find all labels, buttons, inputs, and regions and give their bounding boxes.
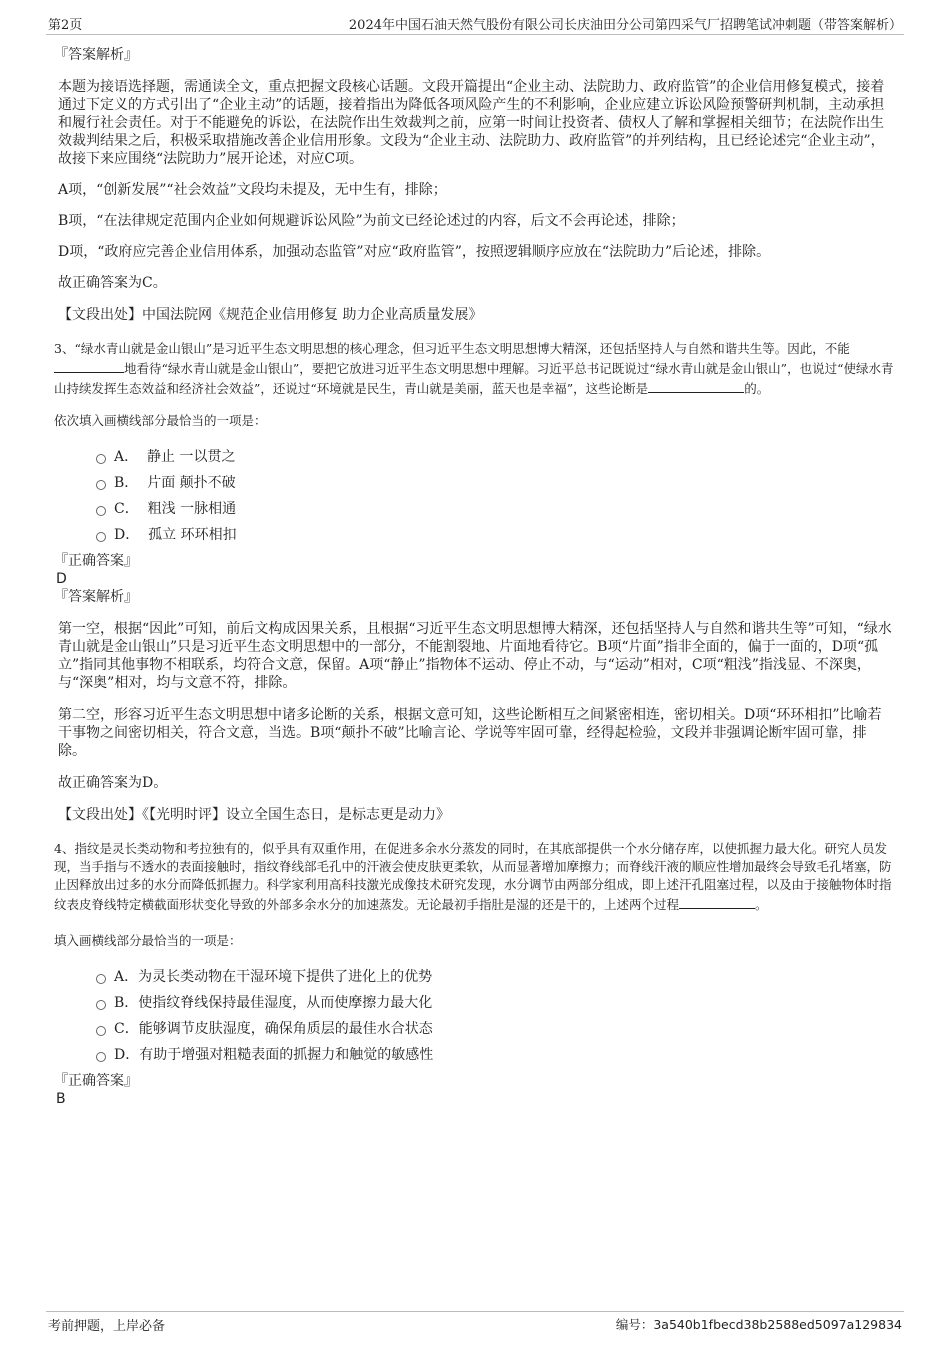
option-letter: A． <box>114 969 139 985</box>
q3-source: 【文段出处】《【光明时评】设立全国生态日，是标志更是动力》 <box>58 807 450 823</box>
q4-option-a[interactable] <box>96 964 894 990</box>
q2-analysis-paragraph: 本题为接语选择题，需通读全文，重点把握文段核心话题。文段开篇提出“企业主动、法院助力、政府监管”的企业信用修复模式，接着通过下定义的方式引出了“企业主动”的话题，接着指出为降低各项风险产生的不利影响，企业应建立诉讼风险预警研判机制，主动承担和履行社会责任。对于不能避免的诉讼，在法院作出生效裁判之前，应第一时间让投资者、债权人了解和掌握相关细节；在法院作出生效裁判结果之后，积极采取措施改善企业信用形象。文段为“企业主动、法院助力、政府监管”的并列结构，且已经论述完“企业主动”，故接下来应围绕“法院助力”展开论述，对应C项。 <box>58 79 885 167</box>
option-text: 能够调节皮肤湿度，确保角质层的最佳水合状态 <box>138 1021 433 1037</box>
q4-option-c[interactable] <box>96 1016 894 1042</box>
q3-option-c[interactable] <box>96 496 894 522</box>
q4-stem-text-1: 4、指纹是灵长类动物和考拉独有的，似乎具有双重作用，在促进多余水分蒸发的同时，在其底部提供一个水分储存库，以使抓握力最大化。研究人员发现，当手指与不透水的表面接触时，指纹脊线部毛孔中的汗液会使皮肤更柔软，从而显著增加摩擦力；而脊线汗液的顺应性增加最终会导致毛孔堵塞，防止因释放出过多的水分而降低抓握力。科学家利用高科技激光成像技术研究发现，水分调节由两部分组成，即上述汗孔阻塞过程，以及由于接触物体时指纹表皮脊线特定横截面形状变化导致的外部多余水分的加速蒸发。无论最初手指肚是湿的还是干的，上述两个过程 <box>54 841 892 912</box>
q2-block <box>54 46 894 324</box>
q4-option-d[interactable] <box>96 1042 894 1068</box>
option-letter: A． <box>114 449 139 465</box>
radio-icon[interactable] <box>96 454 106 464</box>
document-code <box>616 1315 902 1333</box>
option-letter: D． <box>114 527 140 543</box>
option-text: 静止 一以贯之 <box>147 449 236 465</box>
page-footer <box>46 1311 904 1334</box>
q3-answer: D <box>56 571 67 587</box>
radio-icon[interactable] <box>96 974 106 984</box>
q4-answer: B <box>56 1091 66 1107</box>
q4-blank <box>679 894 755 909</box>
q4-answer-label: 『正确答案』 <box>54 1073 138 1089</box>
option-letter: D． <box>114 1047 140 1063</box>
radio-icon[interactable] <box>96 506 106 516</box>
q4-instruction: 填入画横线部分最恰当的一项是： <box>54 933 242 948</box>
q2-analysis-label: 『答案解析』 <box>54 47 138 63</box>
q3-answer-label: 『正确答案』 <box>54 553 138 569</box>
q4-option-b[interactable] <box>96 990 894 1016</box>
option-letter: B． <box>114 475 139 491</box>
radio-icon[interactable] <box>96 1052 106 1062</box>
q2-analysis-option-a: A项，“创新发展”“社会效益”文段均未提及，无中生有，排除； <box>58 182 447 198</box>
q3-option-a[interactable] <box>96 444 894 470</box>
q3-stem-text-3: 的。 <box>744 381 770 396</box>
q3-analysis-label: 『答案解析』 <box>54 589 138 605</box>
q3-analysis-paragraph-1: 第一空，根据“因此”可知，前后文构成因果关系，且根据“习近平生态文明思想博大精深，还包括坚持人与自然和谐共生等”可知，“绿水青山就是金山银山”只是习近平生态文明思想中的一部分，不能割裂地、片面地看待它。B项“片面”指非全面的，偏于一面的，D项“孤立”指同其他事物不相联系，均符合文意，保留。A项“静止”指物体不运动、停止不动，与“运动”相对，C项“粗浅”指浅显、不深奥，与“深奥”相对，均与文意不符，排除。 <box>58 621 892 691</box>
option-text: 为灵长类动物在干湿环境下提供了进化上的优势 <box>138 969 433 985</box>
q4-options <box>96 964 894 1068</box>
q3-stem <box>54 340 894 398</box>
document-code-label: 编号： <box>615 1317 654 1332</box>
page-content <box>54 46 894 1108</box>
option-letter: B． <box>114 995 139 1011</box>
q3-conclusion: 故正确答案为D。 <box>58 775 168 791</box>
q3-block <box>54 340 894 824</box>
q4-stem <box>54 840 894 914</box>
q3-option-b[interactable] <box>96 470 894 496</box>
document-code-value: 3a540b1fbecd38b2588ed5097a129834 <box>653 1317 902 1332</box>
q3-analysis-paragraph-2: 第二空，形容习近平生态文明思想中诸多论断的关系，根据文意可知，这些论断相互之间紧密相连，密切相关。D项“环环相扣”比喻若干事物之间密切相关，符合文意，当选。B项“颠扑不破”比喻言论、学说等牢固可靠，经得起检验，文段并非强调论断牢固可靠，排除。 <box>58 707 882 759</box>
q2-analysis-option-d: D项，“政府应完善企业信用体系，加强动态监管”对应“政府监管”，按照逻辑顺序应放在“法院助力”后论述，排除。 <box>58 244 771 260</box>
q3-blank-1 <box>54 358 124 373</box>
q3-option-d[interactable] <box>96 522 894 548</box>
radio-icon[interactable] <box>96 1026 106 1036</box>
q3-stem-text-1: 3、“绿水青山就是金山银山”是习近平生态文明思想的核心理念，但习近平生态文明思想博大精深，还包括坚持人与自然和谐共生等。因此，不能 <box>54 341 850 356</box>
q2-conclusion: 故正确答案为C。 <box>58 275 167 291</box>
option-text: 孤立 环环相扣 <box>148 527 237 543</box>
option-letter: C． <box>114 1021 139 1037</box>
option-text: 使指纹脊线保持最佳湿度，从而使摩擦力最大化 <box>138 995 433 1011</box>
q4-stem-text-2: 。 <box>755 897 768 912</box>
document-title: 2024年中国石油天然气股份有限公司长庆油田分公司第四采气厂招聘笔试冲刺题（带答案解析） <box>348 18 902 33</box>
footer-slogan: 考前押题，上岸必备 <box>48 1319 166 1334</box>
option-text: 有助于增强对粗糙表面的抓握力和触觉的敏感性 <box>139 1047 434 1063</box>
q2-analysis-option-b: B项，“在法律规定范围内企业如何规避诉讼风险”为前文已经论述过的内容，后文不会再论述，排除； <box>58 213 685 229</box>
q3-instruction: 依次填入画横线部分最恰当的一项是： <box>54 413 267 428</box>
q2-source: 【文段出处】中国法院网《规范企业信用修复 助力企业高质量发展》 <box>58 307 483 323</box>
radio-icon[interactable] <box>96 1000 106 1010</box>
radio-icon[interactable] <box>96 532 106 542</box>
q3-blank-2 <box>648 378 744 393</box>
page-number: 第2页 <box>48 18 83 33</box>
option-text: 片面 颠扑不破 <box>147 475 236 491</box>
q4-block <box>54 840 894 1108</box>
option-text: 粗浅 一脉相通 <box>147 501 237 517</box>
page-header <box>46 12 904 35</box>
radio-icon[interactable] <box>96 480 106 490</box>
option-letter: C． <box>114 501 139 517</box>
q3-stem-text-2: 地看待“绿水青山就是金山银山”，要把它放进习近平生态文明思想中理解。习近平总书记既说过“绿水青山就是金山银山”，也说过“使绿水青山持续发挥生态效益和经济社会效益”，还说过“环境就是民生，青山就是美丽，蓝天也是幸福”，这些论断是 <box>54 361 894 396</box>
q3-options <box>96 444 894 548</box>
